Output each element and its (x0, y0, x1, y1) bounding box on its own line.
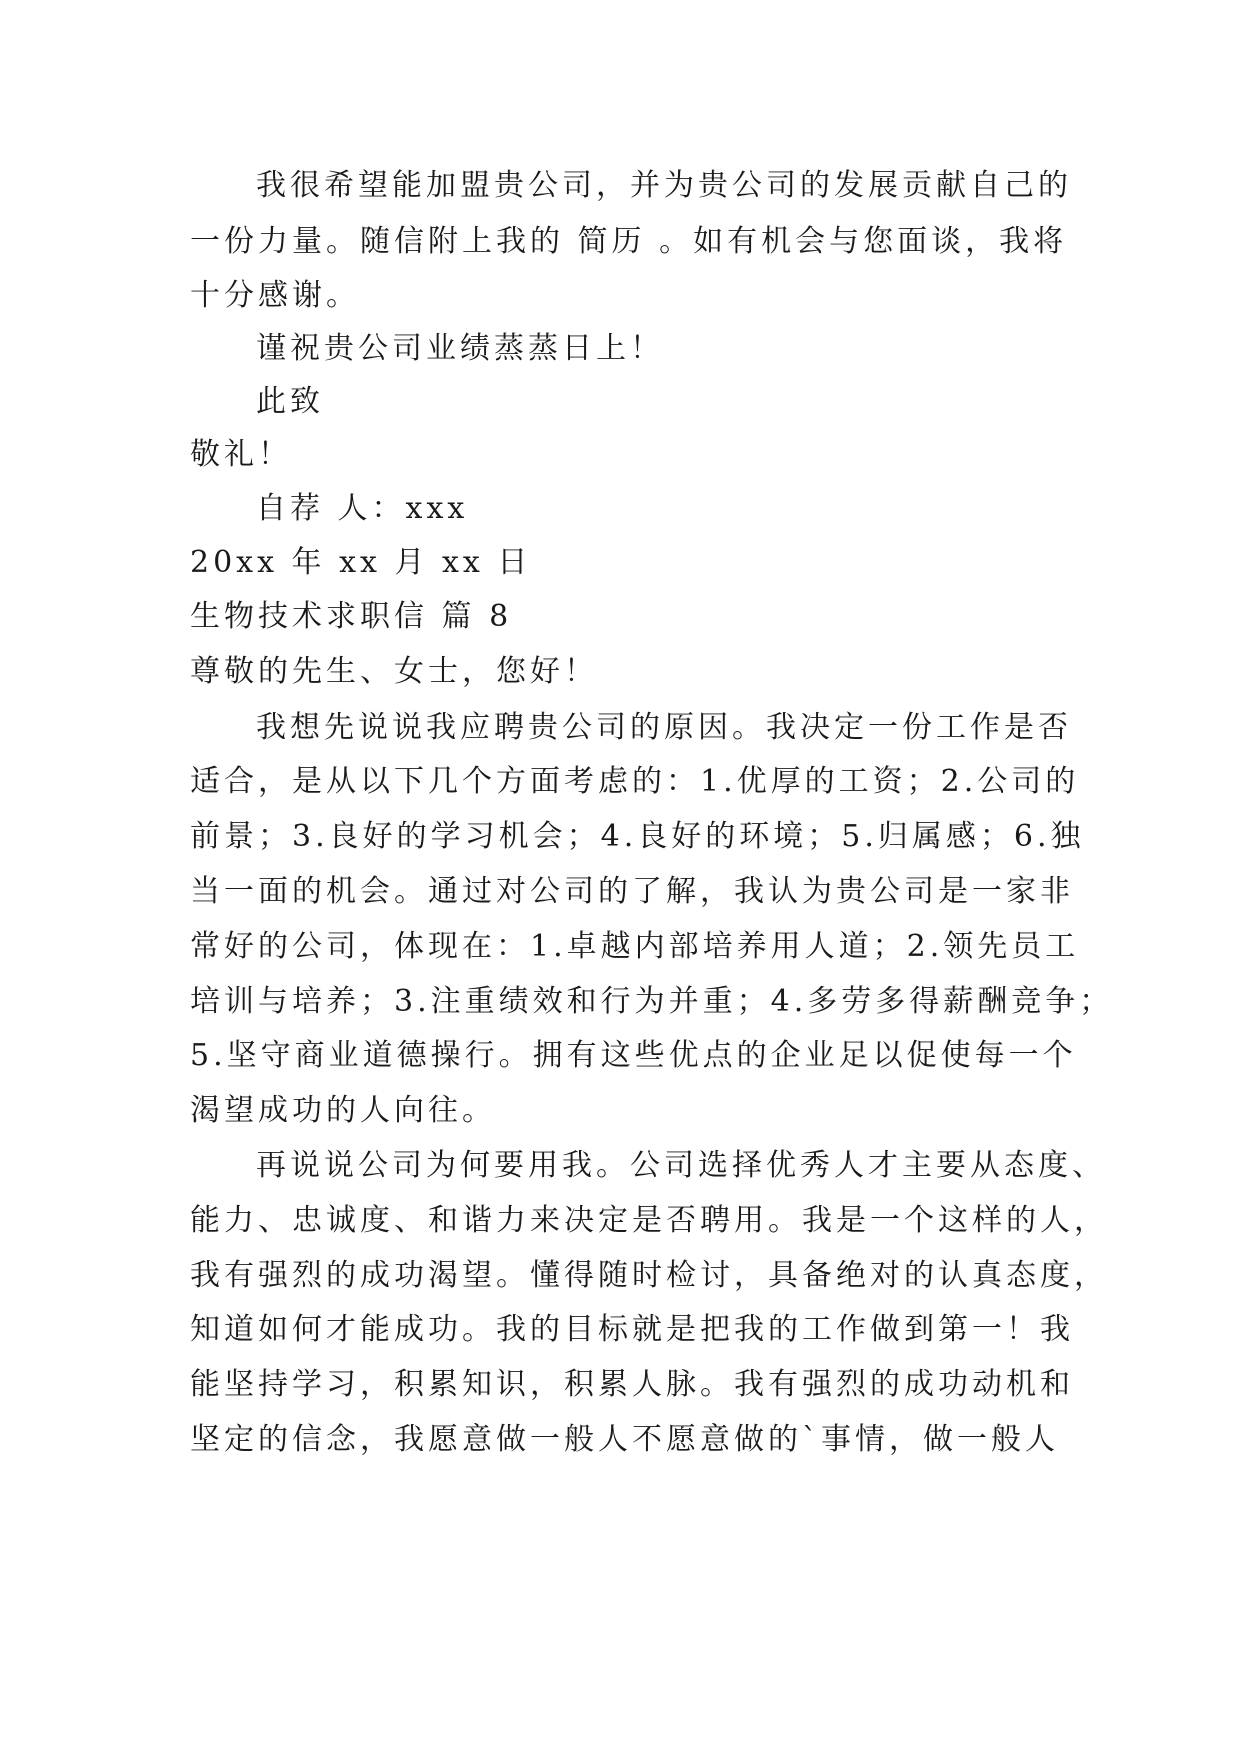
paragraph-line: 十分感谢。 (190, 278, 360, 313)
paragraph-line: 一份力量。随信附上我的 简历 。如有机会与您面谈，我将 (190, 224, 1068, 259)
greeting: 尊敬的先生、女士，您好！ (190, 654, 598, 689)
paragraph-line: 再说说公司为何要用我。公司选择优秀人才主要从态度、 (256, 1148, 1106, 1183)
paragraph-line: 5.坚守商业道德操行。拥有这些优点的企业足以促使每一个 (190, 1038, 1077, 1073)
paragraph-line: 我想先说说我应聘贵公司的原因。我决定一份工作是否 (256, 710, 1072, 745)
section-heading: 生物技术求职信 篇 8 (190, 599, 513, 634)
closing-salutation: 此致 (256, 384, 324, 419)
paragraph-line: 渴望成功的人向往。 (190, 1093, 496, 1128)
closing-wish: 谨祝贵公司业绩蒸蒸日上！ (256, 331, 664, 366)
paragraph-line: 前景；3.良好的学习机会；4.良好的环境；5.归属感；6.独 (190, 819, 1085, 854)
signature: 自荐 人：xxx (256, 491, 469, 526)
paragraph-line: 常好的公司，体现在：1.卓越内部培养用人道；2.领先员工 (190, 929, 1080, 964)
paragraph-line: 我有强烈的成功渴望。懂得随时检讨，具备绝对的认真态度， (190, 1258, 1108, 1293)
paragraph-line: 坚定的信念，我愿意做一般人不愿意做的`事情，做一般人 (190, 1422, 1059, 1457)
paragraph-line: 知道如何才能成功。我的目标就是把我的工作做到第一！我 (190, 1312, 1074, 1347)
paragraph-line: 适合，是从以下几个方面考虑的：1.优厚的工资；2.公司的 (190, 764, 1080, 799)
paragraph-line: 能力、忠诚度、和谐力来决定是否聘用。我是一个这样的人， (190, 1203, 1108, 1238)
paragraph-line: 我很希望能加盟贵公司，并为贵公司的发展贡献自己的 (256, 168, 1072, 203)
paragraph-line: 当一面的机会。通过对公司的了解，我认为贵公司是一家非 (190, 874, 1074, 909)
paragraph-line: 培训与培养；3.注重绩效和行为并重；4.多劳多得薪酬竞争； (190, 984, 1114, 1019)
paragraph-line: 能坚持学习，积累知识，积累人脉。我有强烈的成功动机和 (190, 1367, 1074, 1402)
date: 20xx 年 xx 月 xx 日 (190, 545, 532, 580)
closing-regards: 敬礼！ (190, 437, 292, 472)
